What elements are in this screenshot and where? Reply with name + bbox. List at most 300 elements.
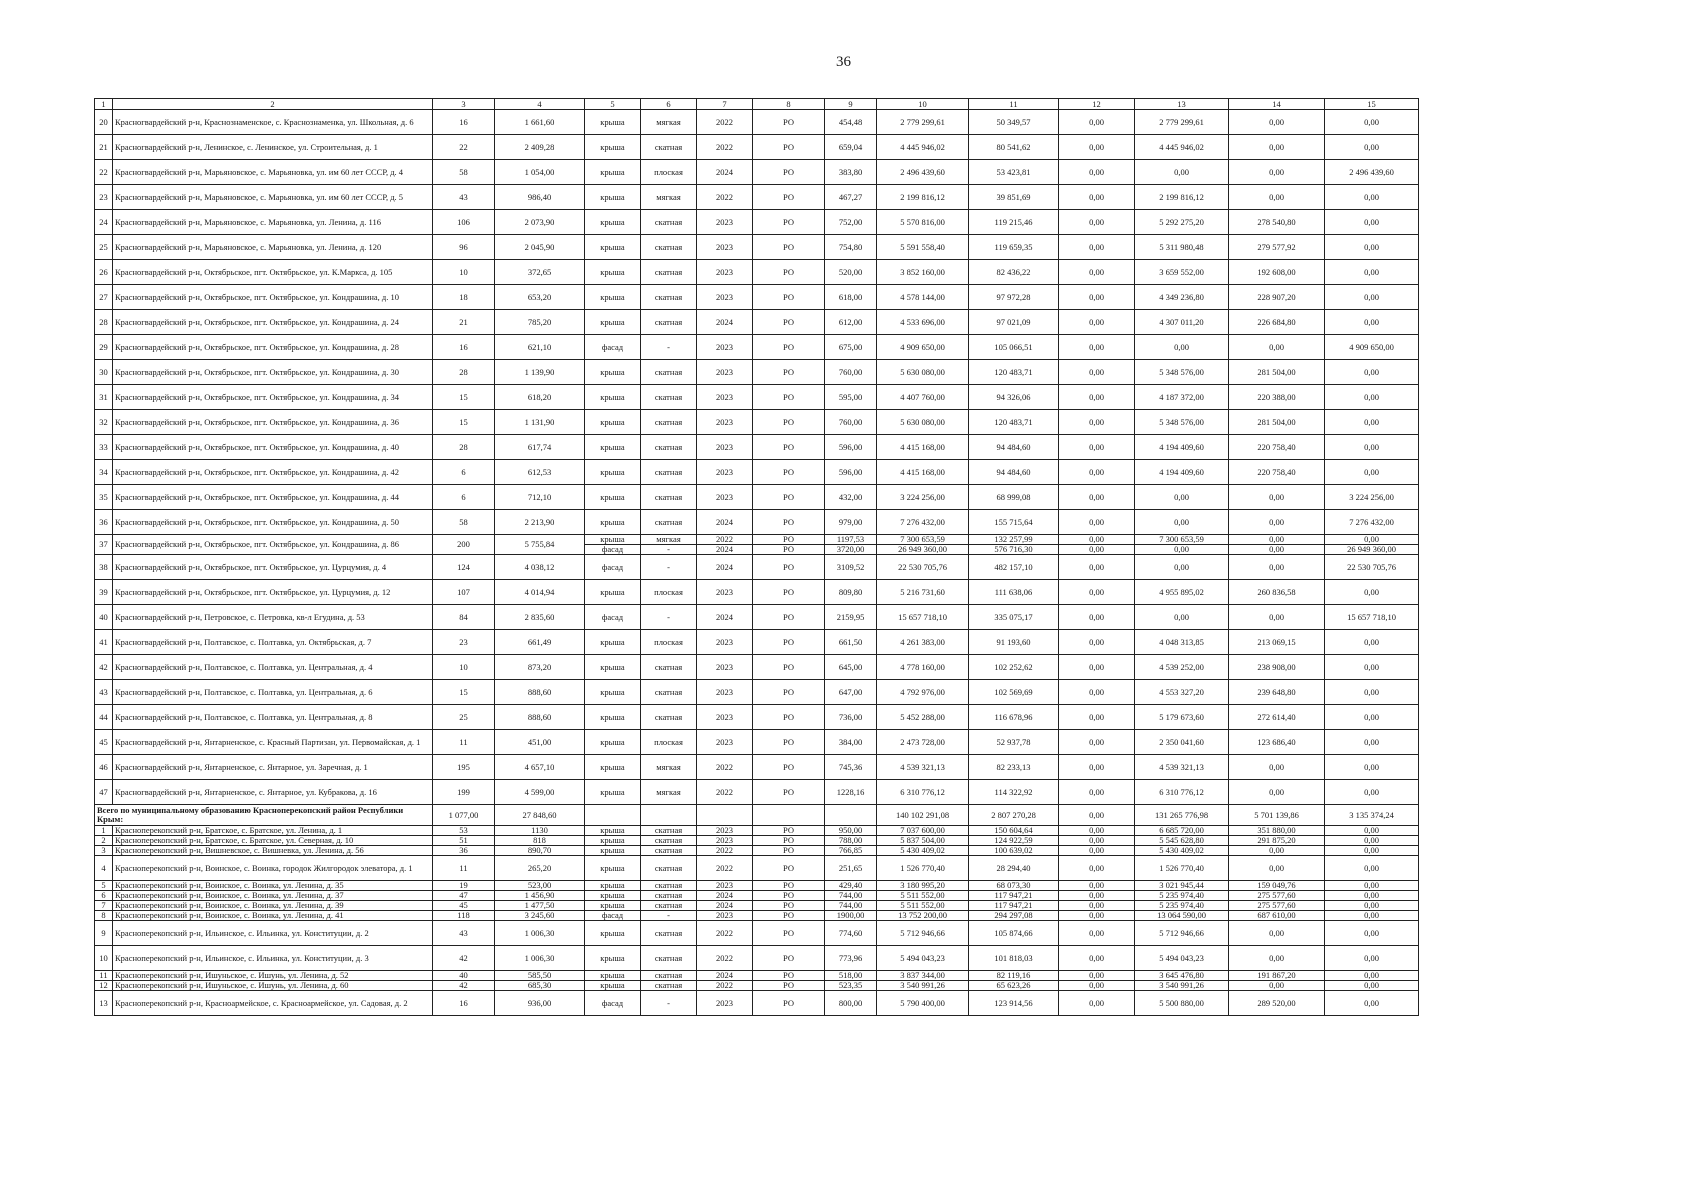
- fee-cell: 39 851,69: [969, 185, 1059, 210]
- budget-rk-cell: 0,00: [1059, 485, 1135, 510]
- fee-cell: 150 604,64: [969, 826, 1059, 836]
- roof-type-cell: скатная: [641, 981, 697, 991]
- row-number-cell: 36: [95, 510, 113, 535]
- address-cell: Красногвардейский р-н, Полтавское, с. Полтавка, ул. Центральная, д. 4: [113, 655, 433, 680]
- row-number-cell: 44: [95, 705, 113, 730]
- budget-rk-cell: 0,00: [1059, 705, 1135, 730]
- row-number-cell: 28: [95, 310, 113, 335]
- budget-rk-cell: 0,00: [1059, 680, 1135, 705]
- table-row: [95, 580, 1419, 605]
- owners-cell: 239 648,80: [1229, 680, 1325, 705]
- row-number-cell: 7: [95, 901, 113, 911]
- address-cell: Красногвардейский р-н, Октябрьское, пгт. Октябрьское, ул. К.Маркса, д. 105: [113, 260, 433, 285]
- total-cost-cell: 5 511 552,00: [877, 891, 969, 901]
- element-cell: крыша: [585, 235, 641, 260]
- fee-cell: 28 294,40: [969, 856, 1059, 881]
- source-cell: РО: [753, 110, 825, 135]
- owners-cell: 0,00: [1229, 846, 1325, 856]
- total-fee: 2 807 270,28: [969, 805, 1059, 826]
- other-cell: 0,00: [1325, 285, 1419, 310]
- area-cell: 621,10: [495, 335, 585, 360]
- roof-type-cell: скатная: [641, 310, 697, 335]
- other-cell: 0,00: [1325, 991, 1419, 1016]
- address-cell: Красноперекопский р-н, Вишневское, с. Вишневка, ул. Ленина, д. 56: [113, 846, 433, 856]
- roof-type-cell: плоская: [641, 730, 697, 755]
- other-cell: 0,00: [1325, 881, 1419, 891]
- register-table-container: [94, 98, 1419, 1016]
- total-fund: 131 265 776,98: [1135, 805, 1229, 826]
- other-cell: 0,00: [1325, 826, 1419, 836]
- row-number-cell: 12: [95, 981, 113, 991]
- apartments-cell: 106: [433, 210, 495, 235]
- year-cell: 2022: [697, 780, 753, 805]
- total-cost-cell: 4 415 168,00: [877, 460, 969, 485]
- address-cell: Красноперекопский р-н, Ильинское, с. Ильинка, ул. Конституции, д. 2: [113, 921, 433, 946]
- owners-cell: 220 758,40: [1229, 460, 1325, 485]
- row-number-cell: 38: [95, 555, 113, 580]
- roof-type-cell: мягкая: [641, 755, 697, 780]
- source-cell: РО: [753, 410, 825, 435]
- fund-cell: 4 194 409,60: [1135, 435, 1229, 460]
- total-cost-cell: 6 310 776,12: [877, 780, 969, 805]
- total-cost-cell: 2 199 816,12: [877, 185, 969, 210]
- total-owners: 5 701 139,86: [1229, 805, 1325, 826]
- area-cell: 3 245,60: [495, 911, 585, 921]
- total-cost-cell: 7 276 432,00: [877, 510, 969, 535]
- apartments-cell: 15: [433, 385, 495, 410]
- other-cell: 0,00: [1325, 630, 1419, 655]
- unit-cost-cell: 745,36: [825, 755, 877, 780]
- budget-rk-cell: 0,00: [1059, 946, 1135, 971]
- owners-cell: 687 610,00: [1229, 911, 1325, 921]
- other-cell: 22 530 705,76: [1325, 555, 1419, 580]
- total-cost-cell: 5 591 558,40: [877, 235, 969, 260]
- fund-cell: 1 526 770,40: [1135, 856, 1229, 881]
- table-row: [95, 535, 1419, 545]
- element-cell: крыша: [585, 971, 641, 981]
- budget-rk-cell: 0,00: [1059, 135, 1135, 160]
- unit-cost-cell: 518,00: [825, 971, 877, 981]
- year-cell: 2024: [697, 901, 753, 911]
- owners-cell: 191 867,20: [1229, 971, 1325, 981]
- fee-cell: 97 972,28: [969, 285, 1059, 310]
- row-number-cell: 42: [95, 655, 113, 680]
- year-cell: 2022: [697, 856, 753, 881]
- total-cost-cell: 5 790 400,00: [877, 991, 969, 1016]
- unit-cost-cell: 2159,95: [825, 605, 877, 630]
- unit-cost-cell: 523,35: [825, 981, 877, 991]
- fee-cell: 82 436,22: [969, 260, 1059, 285]
- element-cell: крыша: [585, 921, 641, 946]
- table-row: [95, 630, 1419, 655]
- unit-cost-cell: 979,00: [825, 510, 877, 535]
- apartments-cell: 58: [433, 160, 495, 185]
- element-cell: крыша: [585, 946, 641, 971]
- fund-cell: 5 348 576,00: [1135, 360, 1229, 385]
- source-cell: РО: [753, 881, 825, 891]
- year-cell: 2023: [697, 991, 753, 1016]
- fund-cell: 4 194 409,60: [1135, 460, 1229, 485]
- table-row: [95, 780, 1419, 805]
- row-number-cell: 30: [95, 360, 113, 385]
- fund-cell: 5 545 628,80: [1135, 836, 1229, 846]
- fund-cell: 5 311 980,48: [1135, 235, 1229, 260]
- apartments-cell: 96: [433, 235, 495, 260]
- roof-type-cell: -: [641, 911, 697, 921]
- fund-cell: 0,00: [1135, 555, 1229, 580]
- fee-cell: 114 322,92: [969, 780, 1059, 805]
- unit-cost-cell: 659,04: [825, 135, 877, 160]
- other-cell: 4 909 650,00: [1325, 335, 1419, 360]
- budget-rk-cell: 0,00: [1059, 730, 1135, 755]
- fee-cell: 68 073,30: [969, 881, 1059, 891]
- element-cell: крыша: [585, 836, 641, 846]
- total-cost-cell: 2 496 439,60: [877, 160, 969, 185]
- address-cell: Красногвардейский р-н, Краснознаменское, с. Краснознаменка, ул. Школьная, д. 6: [113, 110, 433, 135]
- area-cell: 523,00: [495, 881, 585, 891]
- area-cell: 1 006,30: [495, 946, 585, 971]
- total-cost-cell: 4 407 760,00: [877, 385, 969, 410]
- apartments-cell: 28: [433, 435, 495, 460]
- area-cell: 818: [495, 836, 585, 846]
- element-cell: крыша: [585, 510, 641, 535]
- element-cell: фасад: [585, 335, 641, 360]
- fee-cell: 65 623,26: [969, 981, 1059, 991]
- unit-cost-cell: 766,85: [825, 846, 877, 856]
- table-row: [95, 360, 1419, 385]
- fee-cell: 105 066,51: [969, 335, 1059, 360]
- apartments-cell: 11: [433, 730, 495, 755]
- fee-cell: 120 483,71: [969, 360, 1059, 385]
- other-cell: 0,00: [1325, 535, 1419, 545]
- apartments-cell: 124: [433, 555, 495, 580]
- year-cell: 2023: [697, 410, 753, 435]
- roof-type-cell: скатная: [641, 460, 697, 485]
- area-cell: 1 131,90: [495, 410, 585, 435]
- table-row: [95, 310, 1419, 335]
- address-cell: Красноперекопский р-н, Ильинское, с. Ильинка, ул. Конституции, д. 3: [113, 946, 433, 971]
- roof-type-cell: скатная: [641, 901, 697, 911]
- element-cell: крыша: [585, 901, 641, 911]
- budget-rk-cell: 0,00: [1059, 260, 1135, 285]
- area-cell: 1 456,90: [495, 891, 585, 901]
- address-cell: Красноперекопский р-н, Воинское, с. Воинка, городок Жилгородок элеватора, д. 1: [113, 856, 433, 881]
- total-cost-cell: 3 852 160,00: [877, 260, 969, 285]
- unit-cost-cell: 647,00: [825, 680, 877, 705]
- year-cell: 2023: [697, 285, 753, 310]
- roof-type-cell: скатная: [641, 485, 697, 510]
- element-cell: крыша: [585, 110, 641, 135]
- total-year: [697, 805, 753, 826]
- apartments-cell: 6: [433, 485, 495, 510]
- total-cost-cell: 5 837 504,00: [877, 836, 969, 846]
- row-number-cell: 22: [95, 160, 113, 185]
- fund-cell: 0,00: [1135, 160, 1229, 185]
- element-cell: фасад: [585, 605, 641, 630]
- fund-cell: 0,00: [1135, 605, 1229, 630]
- other-cell: 0,00: [1325, 655, 1419, 680]
- apartments-cell: 51: [433, 836, 495, 846]
- fund-cell: 0,00: [1135, 545, 1229, 555]
- budget-rk-cell: 0,00: [1059, 210, 1135, 235]
- apartments-cell: 47: [433, 891, 495, 901]
- column-header-2: 2: [113, 99, 433, 110]
- element-cell: крыша: [585, 185, 641, 210]
- apartments-cell: 18: [433, 285, 495, 310]
- row-number-cell: 29: [95, 335, 113, 360]
- fund-cell: 5 179 673,60: [1135, 705, 1229, 730]
- row-number-cell: 47: [95, 780, 113, 805]
- area-cell: 4 038,12: [495, 555, 585, 580]
- budget-rk-cell: 0,00: [1059, 605, 1135, 630]
- other-cell: 0,00: [1325, 680, 1419, 705]
- owners-cell: 0,00: [1229, 335, 1325, 360]
- source-cell: РО: [753, 535, 825, 545]
- area-cell: 4 599,00: [495, 780, 585, 805]
- owners-cell: 123 686,40: [1229, 730, 1325, 755]
- row-number-cell: 8: [95, 911, 113, 921]
- address-cell: Красногвардейский р-н, Марьяновское, с. Марьяновка, ул. им 60 лет СССР, д. 5: [113, 185, 433, 210]
- unit-cost-cell: 744,00: [825, 891, 877, 901]
- element-cell: фасад: [585, 991, 641, 1016]
- fund-cell: 5 712 946,66: [1135, 921, 1229, 946]
- source-cell: РО: [753, 971, 825, 981]
- source-cell: РО: [753, 360, 825, 385]
- year-cell: 2022: [697, 110, 753, 135]
- area-cell: 653,20: [495, 285, 585, 310]
- source-cell: РО: [753, 780, 825, 805]
- budget-rk-cell: 0,00: [1059, 385, 1135, 410]
- area-cell: 986,40: [495, 185, 585, 210]
- fee-cell: 576 716,30: [969, 545, 1059, 555]
- other-cell: 3 224 256,00: [1325, 485, 1419, 510]
- row-number-cell: 3: [95, 846, 113, 856]
- element-cell: крыша: [585, 730, 641, 755]
- roof-type-cell: скатная: [641, 881, 697, 891]
- column-header-8: 8: [753, 99, 825, 110]
- element-cell: крыша: [585, 981, 641, 991]
- other-cell: 0,00: [1325, 846, 1419, 856]
- source-cell: РО: [753, 755, 825, 780]
- fee-cell: 97 021,09: [969, 310, 1059, 335]
- source-cell: РО: [753, 235, 825, 260]
- row-number-cell: 13: [95, 991, 113, 1016]
- source-cell: РО: [753, 335, 825, 360]
- fee-cell: 102 569,69: [969, 680, 1059, 705]
- total-cost-cell: 4 539 321,13: [877, 755, 969, 780]
- source-cell: РО: [753, 730, 825, 755]
- total-unit-cost: [825, 805, 877, 826]
- owners-cell: 0,00: [1229, 510, 1325, 535]
- apartments-cell: 10: [433, 260, 495, 285]
- address-cell: Красногвардейский р-н, Полтавское, с. Полтавка, ул. Октябрьская, д. 7: [113, 630, 433, 655]
- element-cell: крыша: [585, 891, 641, 901]
- budget-rk-cell: 0,00: [1059, 110, 1135, 135]
- total-cost-cell: 4 445 946,02: [877, 135, 969, 160]
- fee-cell: 335 075,17: [969, 605, 1059, 630]
- area-cell: 1 006,30: [495, 921, 585, 946]
- source-cell: РО: [753, 385, 825, 410]
- apartments-cell: 10: [433, 655, 495, 680]
- total-budget-rk: 0,00: [1059, 805, 1135, 826]
- total-element: [585, 805, 641, 826]
- total-cost-cell: 2 779 299,61: [877, 110, 969, 135]
- other-cell: 0,00: [1325, 580, 1419, 605]
- total-cost-cell: 4 261 383,00: [877, 630, 969, 655]
- table-row: [95, 605, 1419, 630]
- owners-cell: 260 836,58: [1229, 580, 1325, 605]
- owners-cell: 0,00: [1229, 946, 1325, 971]
- owners-cell: 281 504,00: [1229, 360, 1325, 385]
- table-row: [95, 135, 1419, 160]
- column-header-5: 5: [585, 99, 641, 110]
- unit-cost-cell: 760,00: [825, 360, 877, 385]
- source-cell: РО: [753, 991, 825, 1016]
- roof-type-cell: скатная: [641, 260, 697, 285]
- year-cell: 2022: [697, 535, 753, 545]
- year-cell: 2022: [697, 846, 753, 856]
- fund-cell: 4 955 895,02: [1135, 580, 1229, 605]
- source-cell: РО: [753, 655, 825, 680]
- address-cell: Красноперекопский р-н, Братское, с. Братское, ул. Северная, д. 10: [113, 836, 433, 846]
- owners-cell: 0,00: [1229, 755, 1325, 780]
- source-cell: РО: [753, 705, 825, 730]
- fund-cell: 6 685 720,00: [1135, 826, 1229, 836]
- total-cost-cell: 5 511 552,00: [877, 901, 969, 911]
- source-cell: РО: [753, 160, 825, 185]
- element-cell: крыша: [585, 680, 641, 705]
- owners-cell: 0,00: [1229, 555, 1325, 580]
- fund-cell: 4 553 327,20: [1135, 680, 1229, 705]
- fee-cell: 116 678,96: [969, 705, 1059, 730]
- total-cost-cell: 5 712 946,66: [877, 921, 969, 946]
- budget-rk-cell: 0,00: [1059, 891, 1135, 901]
- year-cell: 2023: [697, 655, 753, 680]
- address-cell: Красногвардейский р-н, Марьяновское, с. Марьяновка, ул. Ленина, д. 120: [113, 235, 433, 260]
- year-cell: 2022: [697, 755, 753, 780]
- fund-cell: 5 500 880,00: [1135, 991, 1229, 1016]
- budget-rk-cell: 0,00: [1059, 410, 1135, 435]
- total-cost-cell: 5 494 043,23: [877, 946, 969, 971]
- table-row: [95, 730, 1419, 755]
- apartments-cell: 42: [433, 981, 495, 991]
- row-number-cell: 1: [95, 826, 113, 836]
- total-cost-cell: 3 540 991,26: [877, 981, 969, 991]
- table-row: [95, 911, 1419, 921]
- unit-cost-cell: 429,40: [825, 881, 877, 891]
- area-cell: 785,20: [495, 310, 585, 335]
- year-cell: 2024: [697, 971, 753, 981]
- year-cell: 2022: [697, 946, 753, 971]
- table-row: [95, 110, 1419, 135]
- table-row: [95, 680, 1419, 705]
- roof-type-cell: скатная: [641, 655, 697, 680]
- table-row: [95, 160, 1419, 185]
- area-cell: 2 835,60: [495, 605, 585, 630]
- fund-cell: 2 350 041,60: [1135, 730, 1229, 755]
- fee-cell: 119 659,35: [969, 235, 1059, 260]
- column-header-12: 12: [1059, 99, 1135, 110]
- area-cell: 2 073,90: [495, 210, 585, 235]
- total-cost-cell: 13 752 200,00: [877, 911, 969, 921]
- roof-type-cell: скатная: [641, 846, 697, 856]
- element-cell: крыша: [585, 780, 641, 805]
- budget-rk-cell: 0,00: [1059, 971, 1135, 981]
- roof-type-cell: скатная: [641, 435, 697, 460]
- budget-rk-cell: 0,00: [1059, 911, 1135, 921]
- fee-cell: 53 423,81: [969, 160, 1059, 185]
- roof-type-cell: скатная: [641, 510, 697, 535]
- row-number-cell: 46: [95, 755, 113, 780]
- owners-cell: 275 577,60: [1229, 901, 1325, 911]
- unit-cost-cell: 752,00: [825, 210, 877, 235]
- area-cell: 712,10: [495, 485, 585, 510]
- fund-cell: 4 539 252,00: [1135, 655, 1229, 680]
- apartments-cell: 107: [433, 580, 495, 605]
- owners-cell: 0,00: [1229, 535, 1325, 545]
- column-header-10: 10: [877, 99, 969, 110]
- unit-cost-cell: 384,00: [825, 730, 877, 755]
- unit-cost-cell: 950,00: [825, 826, 877, 836]
- area-cell: 936,00: [495, 991, 585, 1016]
- table-row: [95, 891, 1419, 901]
- area-cell: 888,60: [495, 680, 585, 705]
- roof-type-cell: скатная: [641, 826, 697, 836]
- unit-cost-cell: 467,27: [825, 185, 877, 210]
- element-cell: крыша: [585, 630, 641, 655]
- unit-cost-cell: 596,00: [825, 435, 877, 460]
- area-cell: 888,60: [495, 705, 585, 730]
- column-header-14: 14: [1229, 99, 1325, 110]
- other-cell: 0,00: [1325, 921, 1419, 946]
- source-cell: РО: [753, 891, 825, 901]
- source-cell: РО: [753, 135, 825, 160]
- element-cell: крыша: [585, 360, 641, 385]
- other-cell: 0,00: [1325, 435, 1419, 460]
- area-cell: 1 139,90: [495, 360, 585, 385]
- total-cost-cell: 2 473 728,00: [877, 730, 969, 755]
- column-header-11: 11: [969, 99, 1059, 110]
- year-cell: 2024: [697, 510, 753, 535]
- unit-cost-cell: 736,00: [825, 705, 877, 730]
- owners-cell: 0,00: [1229, 110, 1325, 135]
- fee-cell: 111 638,06: [969, 580, 1059, 605]
- roof-type-cell: скатная: [641, 385, 697, 410]
- budget-rk-cell: 0,00: [1059, 981, 1135, 991]
- apartments-cell: 36: [433, 846, 495, 856]
- source-cell: РО: [753, 185, 825, 210]
- roof-type-cell: скатная: [641, 410, 697, 435]
- apartments-cell: 199: [433, 780, 495, 805]
- budget-rk-cell: 0,00: [1059, 755, 1135, 780]
- fund-cell: 4 048 313,85: [1135, 630, 1229, 655]
- element-cell: крыша: [585, 485, 641, 510]
- total-cost-cell: 7 300 653,59: [877, 535, 969, 545]
- total-cost-cell: 4 533 696,00: [877, 310, 969, 335]
- unit-cost-cell: 612,00: [825, 310, 877, 335]
- table-row: [95, 235, 1419, 260]
- budget-rk-cell: 0,00: [1059, 921, 1135, 946]
- unit-cost-cell: 774,60: [825, 921, 877, 946]
- element-cell: крыша: [585, 135, 641, 160]
- area-cell: 372,65: [495, 260, 585, 285]
- element-cell: фасад: [585, 545, 641, 555]
- unit-cost-cell: 432,00: [825, 485, 877, 510]
- owners-cell: 0,00: [1229, 981, 1325, 991]
- apartments-cell: 43: [433, 185, 495, 210]
- area-cell: 617,74: [495, 435, 585, 460]
- fee-cell: 117 947,21: [969, 891, 1059, 901]
